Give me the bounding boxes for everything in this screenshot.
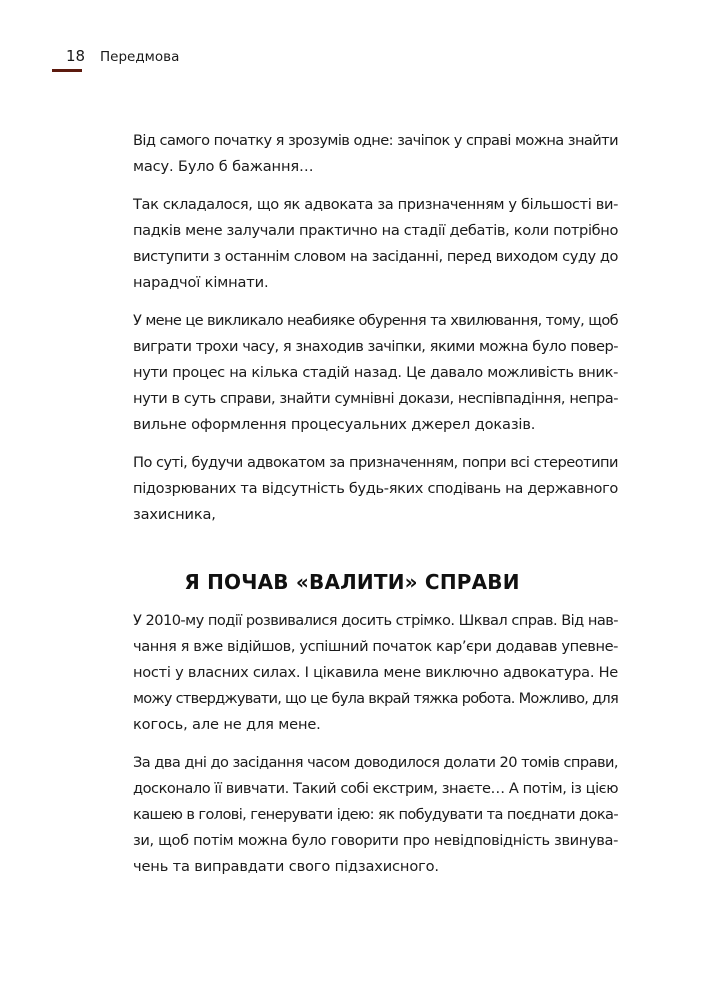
text-line: захисника, [133, 506, 216, 523]
text-line: Від самого початку я зрозумів одне: зачіпок у справі можна знайти [133, 132, 618, 149]
text-line: вильне оформлення процесуальних джерел доказів. [133, 416, 536, 433]
text-line: чання я вже відійшов, успішний початок кар’єри додавав упевне- [133, 638, 618, 655]
text-line: кашею в голові, генерувати ідею: як побудувати та поєднати дока- [133, 806, 618, 823]
paragraph [133, 308, 618, 438]
text-line: нути процес на кілька стадій назад. Це давало можливість вник- [133, 364, 618, 381]
text-line: Так складалося, що як адвоката за призначенням у більшості ви- [133, 196, 618, 213]
text-line: масу. Було б бажання… [133, 158, 314, 175]
section-title: Передмова [100, 49, 180, 65]
page-number: 18 [66, 47, 86, 65]
text-line: когось, але не для мене. [133, 716, 321, 733]
text-line: чень та виправдати свого підзахисного. [133, 858, 439, 875]
body-text-after-heading [133, 608, 618, 892]
page-number-underline [52, 69, 82, 72]
paragraph [133, 192, 618, 296]
text-line: досконало її вивчати. Такий собі екстрим, знаєте… А потім, із цією [133, 780, 618, 797]
text-line: За два дні до засідання часом доводилося долати 20 томів справи, [133, 754, 618, 771]
text-line: зи, щоб потім можна було говорити про невідповідність звинува- [133, 832, 618, 849]
text-line: падків мене залучали практично на стадії дебатів, коли потрібно [133, 222, 618, 239]
text-line: можу стверджувати, що це була вкрай тяжка робота. Можливо, для [133, 690, 618, 707]
text-line: ності у власних силах. І цікавила мене виключно адвокатура. Не [133, 664, 618, 681]
text-line: У мене це викликало неабияке обурення та хвилювання, тому, щоб [133, 312, 618, 329]
text-line: По суті, будучи адвокатом за призначенням, попри всі стереотипи [133, 454, 618, 471]
text-line: виступити з останнім словом на засіданні, перед виходом суду до [133, 248, 618, 265]
paragraph [133, 608, 618, 738]
section-heading: Я ПОЧАВ «ВАЛИТИ» СПРАВИ [184, 569, 520, 594]
paragraph [133, 128, 618, 180]
text-line: нарадчої кімнати. [133, 274, 269, 291]
text-line: У 2010-му події розвивалися досить стрімко. Шквал справ. Від нав- [133, 612, 618, 629]
body-text-before-heading [133, 128, 618, 540]
text-line: нути в суть справи, знайти сумнівні докази, неспівпадіння, непра- [133, 390, 618, 407]
paragraph [133, 450, 618, 528]
text-line: підозрюваних та відсутність будь-яких сподівань на державного [133, 480, 618, 497]
paragraph [133, 750, 618, 880]
text-line: виграти трохи часу, я знаходив зачіпки, якими можна було повер- [133, 338, 618, 355]
running-head [0, 46, 704, 76]
